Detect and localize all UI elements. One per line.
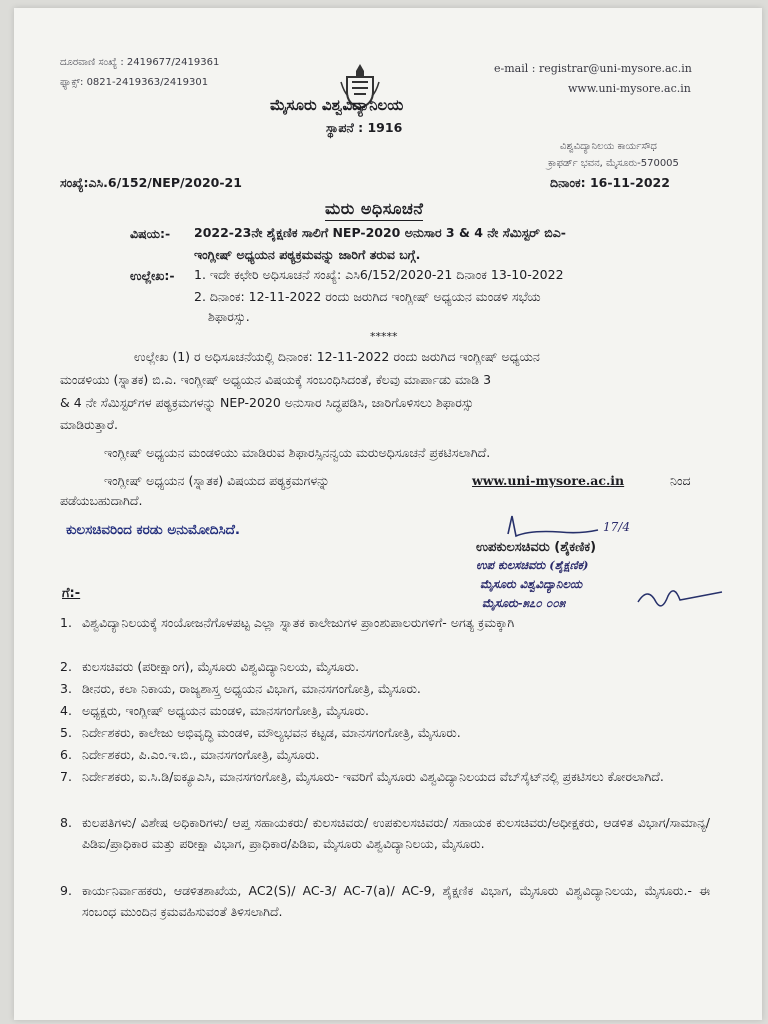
syllabus-website-link[interactable]: www.uni-mysore.ac.in xyxy=(472,473,625,488)
website-address: www.uni-mysore.ac.in xyxy=(568,82,691,95)
reference-1: 1. ಇದೇ ಕಛೇರಿ ಅಧಿಸೂಚನೆ ಸಂಖ್ಯೆ: ಎಸಿ6/152/2020-21 ದಿನಾಂಕ 13-10-2022 xyxy=(194,267,564,282)
office-name: ವಿಶ್ವವಿದ್ಯಾನಿಲಯ ಕಾರ್ಯಸೌಧ xyxy=(560,141,657,152)
subject-line-1: 2022-23ನೇ ಶೈಕ್ಷಣಿಕ ಸಾಲಿಗೆ NEP-2020 ಅನುಸಾರ 3 & 4 ನೇ ಸೆಮಿಸ್ಟರ್ ಬಿಎ- xyxy=(194,225,566,240)
stamp-line-3: ಮೈಸೂರು-೫೭೦ ೦೦೫ xyxy=(482,596,566,610)
phone-number: ದೂರವಾಣಿ ಸಂಖ್ಯೆ : 2419677/2419361 xyxy=(60,57,220,68)
stamp-line-1: ಉಪ ಕುಲಸಚಿವರು (ಶೈಕ್ಷಣಿಕ) xyxy=(476,558,589,572)
list-item xyxy=(60,612,710,654)
fax-number: ಫ್ಯಾಕ್ಸ್: 0821-2419363/2419301 xyxy=(60,77,209,88)
paragraph-1-line-2: ಮಂಡಳಿಯು (ಸ್ನಾತಕ) ಬಿ.ಎ. ಇಂಗ್ಲೀಷ್ ಅಧ್ಯಯನ ವಿಷಯಕ್ಕೆ ಸಂಬಂಧಿಸಿದಂತೆ, ಕೆಲವು ಮಾರ್ಪಾಡು ಮಾಡಿ 3 xyxy=(60,372,492,387)
recipient-number: 6. xyxy=(60,747,72,762)
list-item xyxy=(60,656,710,677)
recipient-text: ವಿಶ್ವವಿದ್ಯಾನಿಲಯಕ್ಕೆ ಸಂಯೋಜನೆಗೊಳಪಟ್ಟ ಎಲ್ಲಾ ಸ್ನಾತಕ ಕಾಲೇಜುಗಳ ಪ್ರಾಂಶುಪಾಲರುಗಳಿಗೆ- ಅಗತ್ಯ ಕ್ರಮಕ್ಕಾಗಿ xyxy=(82,615,515,630)
list-item xyxy=(60,880,710,922)
recipient-number: 4. xyxy=(60,703,72,718)
separator-stars: ***** xyxy=(370,330,398,343)
list-item xyxy=(60,722,710,743)
paragraph-2: ಇಂಗ್ಲೀಷ್ ಅಧ್ಯಯನ ಮಂಡಳಿಯು ಮಾಡಿರುವ ಶಿಫಾರಸ್ಸಿನನ್ವಯ ಮರುಅಧಿಸೂಚನೆ ಪ್ರಕಟಿಸಲಾಗಿದೆ. xyxy=(104,445,491,460)
approval-note: ಕುಲಸಚಿವರಿಂದ ಕರಡು ಅನುಮೋದಿಸಿದೆ. xyxy=(66,522,241,538)
paragraph-1-line-1: ಉಲ್ಲೇಖ (1) ರ ಅಧಿಸೂಚನೆಯಲ್ಲಿ ದಿನಾಂಕ: 12-11-2022 ರಂದು ಜರುಗಿದ ಇಂಗ್ಲೀಷ್ ಅಧ್ಯಯನ xyxy=(134,349,540,364)
list-item xyxy=(60,678,710,699)
office-address: ಕ್ರಾಫರ್ಡ್ ಭವನ, ಮೈಸೂರು-570005 xyxy=(548,158,679,169)
list-item xyxy=(60,700,710,721)
to-label: ಗೆ:- xyxy=(62,586,81,601)
reference-2-line-2: ಶಿಫಾರಸ್ಸು. xyxy=(208,309,250,324)
subject-line-2: ಇಂಗ್ಲೀಷ್ ಅಧ್ಯಯನ ಪಠ್ಯಕ್ರಮವನ್ನು ಜಾರಿಗೆ ತರುವ ಬಗ್ಗೆ. xyxy=(194,247,421,262)
references-label: ಉಲ್ಲೇಖ:- xyxy=(130,268,175,283)
recipient-text: ಕುಲಸಚಿವರು (ಪರೀಕ್ಷಾಂಗ), ಮೈಸೂರು ವಿಶ್ವವಿದ್ಯಾನಿಲಯ, ಮೈಸೂರು. xyxy=(82,659,360,674)
paragraph-3-suffix: ನಿಂದ xyxy=(670,473,691,488)
recipient-text: ಅಧ್ಯಕ್ಷರು, ಇಂಗ್ಲೀಷ್ ಅಧ್ಯಯನ ಮಂಡಳಿ, ಮಾನಸಗಂಗೋತ್ರಿ, ಮೈಸೂರು. xyxy=(82,703,369,718)
document-date: ದಿನಾಂಕ: 16-11-2022 xyxy=(550,175,670,190)
paragraph-3-text: ಇಂಗ್ಲೀಷ್ ಅಧ್ಯಯನ (ಸ್ನಾತಕ) ವಿಷಯದ ಪಠ್ಯಕ್ರಮಗಳನ್ನು xyxy=(104,473,330,488)
list-item xyxy=(60,766,710,808)
subject-label: ವಿಷಯ:- xyxy=(130,226,171,241)
recipient-number: 2. xyxy=(60,659,72,674)
recipient-text: ನಿರ್ದೇಶಕರು, ಐ.ಸಿ.ಡಿ/ಐಕ್ಯೂಎಸಿ, ಮಾನಸಗಂಗೋತ್ರಿ, ಮೈಸೂರು- ಇವರಿಗೆ ಮೈಸೂರು ವಿಶ್ವವಿದ್ಯಾನಿಲಯದ ವೆಬ್‌ಸೈಟ್‌ನಲ್ಲಿ ಪ್ರಕಟಿಸಲು ಕೋರಲಾಗಿದೆ. xyxy=(82,769,664,784)
reference-number: ಸಂಖ್ಯೆ:ಎಸಿ.6/152/NEP/2020-21 xyxy=(60,175,242,190)
recipient-number: 3. xyxy=(60,681,72,696)
recipient-number: 5. xyxy=(60,725,72,740)
list-item xyxy=(60,744,710,765)
recipient-text: ಡೀನರು, ಕಲಾ ನಿಕಾಯ, ರಾಜ್ಯಶಾಸ್ತ್ರ ಅಧ್ಯಯನ ವಿಭಾಗ, ಮಾನಸಗಂಗೋತ್ರಿ, ಮೈಸೂರು. xyxy=(82,681,421,696)
email-address: e-mail : registrar@uni-mysore.ac.in xyxy=(494,62,692,75)
paragraph-1-line-4: ಮಾಡಿರುತ್ತಾರೆ. xyxy=(60,417,118,432)
signature-scribble xyxy=(500,512,610,542)
stamp-line-2: ಮೈಸೂರು ವಿಶ್ವವಿದ್ಯಾನಿಲಯ xyxy=(480,577,583,591)
recipient-number: 7. xyxy=(60,769,72,784)
signature-date-initial: 17/4 xyxy=(603,520,630,534)
reference-2-line-1: 2. ದಿನಾಂಕ: 12-11-2022 ರಂದು ಜರುಗಿದ ಇಂಗ್ಲೀಷ್ ಅಧ್ಯಯನ ಮಂಡಳಿ ಸಭೆಯ xyxy=(194,289,541,304)
recipient-number: 8. xyxy=(60,815,72,830)
document-title: ಮರು ಅಧಿಸೂಚನೆ xyxy=(325,199,423,221)
recipient-number: 9. xyxy=(60,883,72,898)
recipient-number: 1. xyxy=(60,615,72,630)
recipient-text: ಕಾರ್ಯನಿರ್ವಾಹಕರು, ಆಡಳಿತಶಾಖೆಯ, AC2(S)/ AC-3/ AC-7(a)/ AC-9, ಶೈಕ್ಷಣಿಕ ವಿಭಾಗ, ಮೈಸೂರು ವಿಶ್ವವಿದ್ಯಾನಿಲಯ, ಮೈಸೂರು.- ಈ ಸಂಬಂಧ ಮುಂದಿನ ಕ್ರಮವಹಿಸುವಂತೆ ತಿಳಿಸಲಾಗಿದೆ. xyxy=(82,883,710,919)
signatory-designation: ಉಪಕುಲಸಚಿವರು (ಶೈಕಣಿಕ) xyxy=(476,540,597,555)
paragraph-1-line-3: & 4 ನೇ ಸೆಮಿಸ್ಟರ್‌ಗಳ ಪಠ್ಯಕ್ರಮಗಳನ್ನು NEP-2020 ಅನುಸಾರ ಸಿದ್ಧಪಡಿಸಿ, ಜಾರಿಗೊಳಿಸಲು ಶಿಫಾರಸ್ಸು xyxy=(60,395,474,410)
established-year: ಸ್ಥಾಪನೆ : 1916 xyxy=(326,120,403,135)
stamp-signature-scribble xyxy=(634,582,726,614)
recipient-text: ನಿರ್ದೇಶಕರು, ಕಾಲೇಜು ಅಭಿವೃದ್ಧಿ ಮಂಡಳಿ, ಮೌಲ್ಯಭವನ ಕಟ್ಟಡ, ಮಾನಸಗಂಗೋತ್ರಿ, ಮೈಸೂರು. xyxy=(82,725,461,740)
paragraph-3-line-2: ಪಡೆಯಬಹುದಾಗಿದೆ. xyxy=(60,493,143,508)
recipient-text: ನಿರ್ದೇಶಕರು, ಪಿ.ಎಂ.ಇ.ಬಿ., ಮಾನಸಗಂಗೋತ್ರಿ, ಮೈಸೂರು. xyxy=(82,747,320,762)
list-item xyxy=(60,812,710,875)
university-name: ಮೈಸೂರು ವಿಶ್ವವಿದ್ಯಾನಿಲಯ xyxy=(270,96,404,114)
recipient-text: ಕುಲಪತಿಗಳು/ ವಿಶೇಷ ಅಧಿಕಾರಿಗಳು/ ಆಪ್ತ ಸಹಾಯಕರು/ ಕುಲಸಚಿವರು/ ಉಪಕುಲಸಚಿವರು/ ಸಹಾಯಕ ಕುಲಸಚಿವರು/ಅಧೀಕ್ಷಕರು, ಆಡಳಿತ ವಿಭಾಗ/ಸಾಮಾನ್ಯ/ಪಿಡಿಐ/ಪ್ರಾಧಿಕಾರ ಮತ್ತು ಪರೀಕ್ಷಾ ವಿಭಾಗ, ಪ್ರಾಧಿಕಾರ/ಪಿಡಿಐ, ಮೈಸೂರು ವಿಶ್ವವಿದ್ಯಾನಿಲಯ, ಮೈಸೂರು. xyxy=(82,815,710,851)
